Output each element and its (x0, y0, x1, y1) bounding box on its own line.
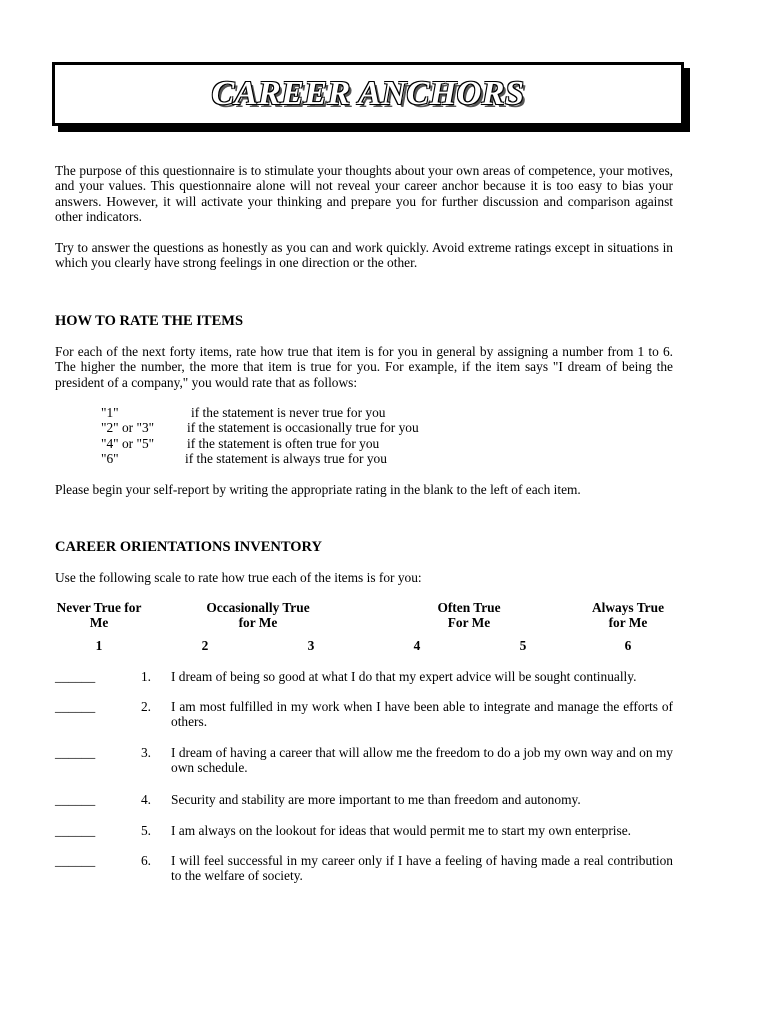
rating-value: "2" or "3" (101, 420, 155, 436)
scale-label-often (399, 600, 539, 631)
intro-paragraph-2: Try to answer the questions as honestly as you can and work quickly. Avoid extreme ratings except in situations in which you clearly have strong feelings in one direction or the other. (55, 240, 673, 271)
item-text: I dream of being so good at what I do that my expert advice will be sought continually. (171, 669, 637, 684)
rating-meaning: if the statement is often true for you (187, 435, 380, 451)
item-number: 6. (140, 853, 151, 868)
rating-value: "4" or "5" (101, 435, 155, 451)
rating-value: "1" (101, 405, 119, 420)
rating-legend (101, 405, 419, 467)
scale-label-never (29, 600, 169, 631)
scale-label-line: Never True for (56, 600, 142, 615)
rating-meaning: if the statement is always true for you (185, 451, 387, 467)
scale-number: 5 (519, 638, 527, 653)
item-number: 2. (140, 699, 151, 714)
item-text: Security and stability are more important to me than freedom and autonomy. (171, 792, 581, 807)
rating-row (101, 451, 419, 466)
scale-label-always (558, 600, 698, 631)
page-title: CAREER ANCHORS (211, 75, 525, 112)
rating-value: "6" (101, 451, 119, 467)
answer-blank[interactable]: ______ (55, 745, 96, 760)
title-box (52, 62, 684, 126)
rating-row (101, 405, 419, 420)
answer-blank[interactable]: ______ (55, 792, 96, 807)
scale-number: 6 (624, 638, 632, 653)
scale-label-line: for Me (608, 615, 648, 631)
answer-blank[interactable]: ______ (55, 853, 96, 868)
item-number: 5. (140, 823, 151, 838)
item-text: I dream of having a career that will allow me the freedom to do a job my own way and on my own schedule. (171, 745, 673, 776)
scale-label-occasionally (188, 600, 328, 631)
item-text: I am most fulfilled in my work when I have been able to integrate and manage the efforts of others. (171, 699, 673, 730)
item-number: 1. (140, 669, 151, 684)
scale-number: 4 (413, 638, 421, 653)
rating-meaning: if the statement is never true for you (191, 405, 386, 420)
scale-label-line: For Me (447, 615, 491, 631)
scale-number: 2 (201, 638, 209, 653)
answer-blank[interactable]: ______ (55, 669, 96, 684)
scale-label-line: Always True (591, 600, 665, 615)
item-number: 3. (140, 745, 151, 760)
scale-intro: Use the following scale to rate how true each of the items is for you: (55, 570, 422, 585)
how-to-rate-heading: HOW TO RATE THE ITEMS (55, 313, 244, 329)
rating-row (101, 420, 419, 435)
scale-label-line: Me (89, 615, 109, 631)
rating-row (101, 436, 419, 451)
how-to-rate-text: For each of the next forty items, rate how true that item is for you in general by assigning a number from 1 to 6. The higher the number, the more that item is true for you. For example, if the item says "I dream of being the president of a company," you would rate that as follows: (55, 344, 673, 390)
item-text: I will feel successful in my career only if I have a feeling of having made a real contribution to the welfare of society. (171, 853, 673, 884)
instruction-text: Please begin your self-report by writing the appropriate rating in the blank to the left of each item. (55, 482, 581, 497)
item-number: 4. (140, 792, 151, 807)
scale-number: 1 (95, 638, 103, 653)
item-text: I am always on the lookout for ideas that would permit me to start my own enterprise. (171, 823, 632, 838)
scale-label-line: for Me (238, 615, 278, 631)
rating-meaning: if the statement is occasionally true for you (187, 420, 419, 436)
answer-blank[interactable]: ______ (55, 823, 96, 838)
answer-blank[interactable]: ______ (55, 699, 96, 714)
scale-number: 3 (307, 638, 315, 653)
scale-label-line: Often True (437, 600, 501, 615)
inventory-heading: CAREER ORIENTATIONS INVENTORY (55, 539, 322, 555)
scale-label-line: Occasionally True (206, 600, 310, 615)
intro-paragraph-1: The purpose of this questionnaire is to stimulate your thoughts about your own areas of competence, your motives, and your values. This questionnaire alone will not reveal your career anchor because it is too easy to bias your answers. However, it will activate your thinking and prepare you for further discussion and comparison against other indicators. (55, 163, 673, 225)
